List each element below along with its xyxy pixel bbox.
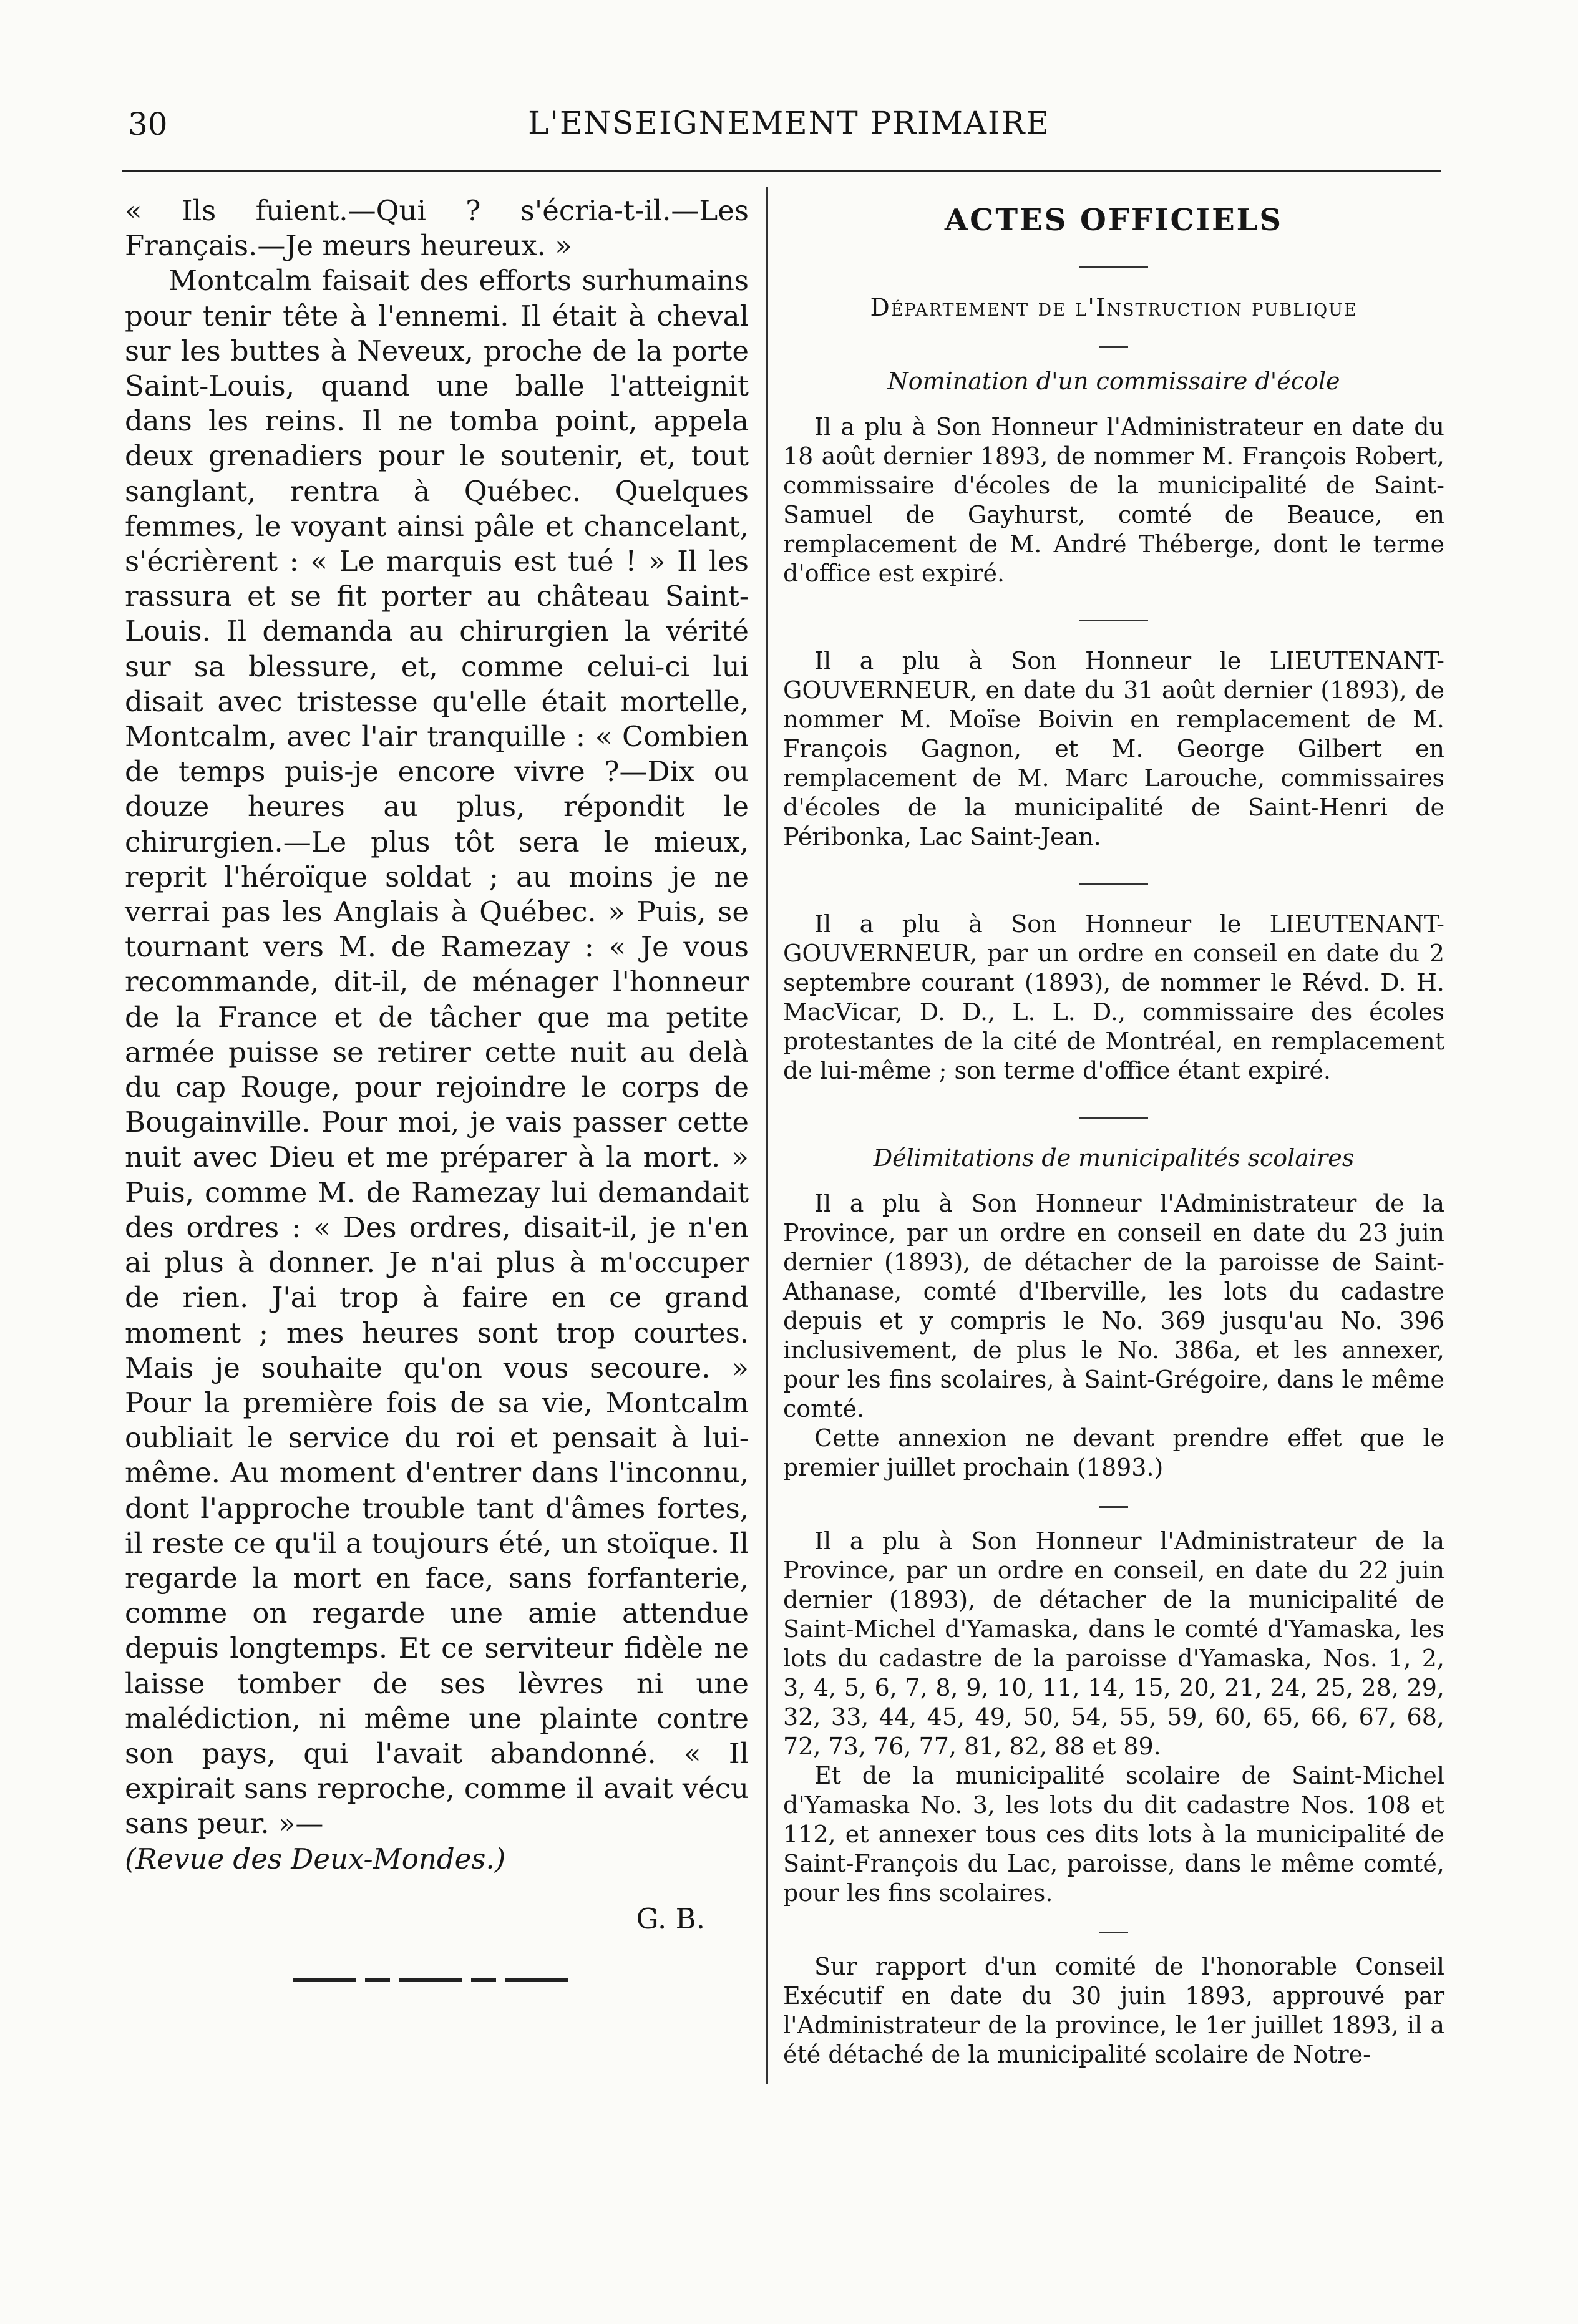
body-paragraph: Montcalm faisait des efforts surhumains pour tenir tête à l'ennemi. Il était à cheval sur les buttes à Neveux, proche de la porte Saint-Louis, quand une balle l'atteignit dans les reins. Il ne tomba point, appela deux grenadiers pour le soutenir, et, tout sanglant, rentra à Québec. Quelques femmes, le voyant ainsi pâle et chancelant, s'écrièrent : « Le marquis est tué ! » Il les rassura et se fit porter au château Saint-Louis. Il demanda au chirurgien la vérité sur sa blessure, et, comme celui-ci lui disait avec tristesse qu'elle était mortelle, Montcalm, avec l'air tranquille : « Combien de temps puis-je encore vivre ?—Dix ou douze heures au plus, répondit le chirurgien.—Le plus tôt sera le mieux, reprit l'héroïque soldat ; au moins je ne verrai pas les Anglais à Québec. » Puis, se tournant vers M. de Ramezay : « Je vous recommande, dit-il, de ménager l'honneur de la France et de tâcher que ma petite armée puisse se retirer cette nuit au delà du cap Rouge, pour rejoindre le corps de Bougainville. Pour moi, je vais passer cette nuit avec Dieu et me préparer à la mort. » Puis, comme M. de Ramezay lui demandait des ordres : « Des ordres, disait-il, je n'en ai plus à donner. Je n'ai plus à m'occuper de rien. J'ai trop à faire en ce grand moment ; mes heures sont trop courtes. Mais je souhaite qu'on vous secoure. » Pour la première fois de sa vie, Montcalm oubliait le service du roi et pensait à lui-même. Au moment d'entrer dans l'inconnu, dont l'approche trouble tant d'âmes fortes, il reste ce qu'il a toujours été, un stoïque. Il regarde la mort en face, sans forfanterie, comme on regarde une amie attendue depuis longtemps. Et ce serviteur fidèle ne laisse tomber de ses lèvres ni une malédiction, ni même une plainte contre son pays, qui l'avait abandonné. « Il expirait sans reproche, comme il avait vécu sans peur. »— bbox=[125, 264, 749, 1840]
notice-paragraph: Cette annexion ne devant prendre effet que le premier juillet prochain (1893.) bbox=[783, 1424, 1444, 1481]
running-title: L'ENSEIGNEMENT PRIMAIRE bbox=[528, 105, 1050, 141]
article-signature: G. B. bbox=[636, 1902, 705, 1935]
left-column bbox=[125, 193, 749, 1937]
divider bbox=[1099, 346, 1128, 348]
header-rule bbox=[122, 170, 1441, 172]
department-heading: Département de l'Instruction publique bbox=[870, 294, 1358, 322]
notice-paragraph: Il a plu à Son Honneur le LIEUTENANT-GOUVERNEUR, par un ordre en conseil en date du 2 septembre courant (1893), de nommer le Révd. D. H. MacVicar, D. D., L. L. D., commissaire des écoles protestantes de la cité de Montréal, en remplacement de lui-même ; son terme d'office étant expiré. bbox=[783, 910, 1444, 1084]
notice-paragraph: Il a plu à Son Honneur l'Administrateur en date du 18 août dernier 1893, de nommer M. François Robert, commissaire d'écoles de la municipalité de Saint-Samuel de Gayhurst, comté de Beauce, en remplacement de M. André Théberge, dont le terme d'office est expiré. bbox=[783, 413, 1444, 587]
source-citation: (Revue des Deux-Mondes.) bbox=[125, 1842, 506, 1875]
column-divider bbox=[766, 187, 768, 2084]
divider bbox=[1079, 883, 1148, 885]
divider bbox=[1099, 1932, 1128, 1933]
quote-paragraph: « Ils fuient.—Qui ? s'écria-t-il.—Les Français.—Je meurs heureux. » bbox=[125, 194, 749, 263]
right-column bbox=[783, 193, 1444, 2069]
page-number: 30 bbox=[128, 106, 168, 142]
divider bbox=[1079, 1117, 1148, 1119]
end-ornament bbox=[293, 1976, 568, 1984]
divider bbox=[1099, 1506, 1128, 1508]
divider bbox=[1079, 620, 1148, 621]
divider bbox=[1079, 266, 1148, 268]
notice-paragraph: Et de la municipalité scolaire de Saint-Michel d'Yamaska No. 3, les lots du dit cadastre Nos. 108 et 112, et annexer tous ces dits lots à la municipalité de Saint-François du Lac, paroisse, dans le même comté, pour les fins scolaires. bbox=[783, 1762, 1444, 1907]
notice-paragraph: Il a plu à Son Honneur le LIEUTENANT-GOUVERNEUR, en date du 31 août dernier (1893), de nommer M. Moïse Boivin en remplacement de M. François Gagnon, et M. George Gilbert en remplacement de M. Marc Larouche, commissaires d'écoles de la municipalité de Saint-Henri de Péribonka, Lac Saint-Jean. bbox=[783, 647, 1444, 850]
subsection-heading: Délimitations de municipalités scolaires bbox=[873, 1144, 1355, 1172]
notice-paragraph: Il a plu à Son Honneur l'Administrateur de la Province, par un ordre en conseil, en date du 22 juin dernier (1893), de détacher de la municipalité de Saint-Michel d'Yamaska, dans le comté d'Yamaska, les lots du cadastre de la paroisse d'Yamaska, Nos. 1, 2, 3, 4, 5, 6, 7, 8, 9, 10, 11, 14, 15, 20, 21, 24, 25, 28, 29, 32, 33, 44, 45, 49, 50, 54, 55, 59, 60, 65, 66, 67, 68, 72, 73, 76, 77, 81, 82, 88 et 89. bbox=[783, 1527, 1444, 1760]
notice-paragraph: Il a plu à Son Honneur l'Administrateur de la Province, par un ordre en conseil en date du 23 juin dernier (1893), de détacher de la paroisse de Saint-Athanase, comté d'Iberville, les lots du cadastre depuis et y compris le No. 369 jusqu'au No. 396 inclusivement, de plus le No. 386a, et les annexer, pour les fins scolaires, à Saint-Grégoire, dans le même comté. bbox=[783, 1190, 1444, 1422]
section-title: ACTES OFFICIELS bbox=[944, 203, 1283, 238]
subsection-heading: Nomination d'un commissaire d'école bbox=[887, 367, 1340, 395]
notice-paragraph: Sur rapport d'un comité de l'honorable Conseil Exécutif en date du 30 juin 1893, approuvé par l'Administrateur de la province, le 1er juillet 1893, il a été détaché de la municipalité scolaire de Notre- bbox=[783, 1953, 1444, 2068]
